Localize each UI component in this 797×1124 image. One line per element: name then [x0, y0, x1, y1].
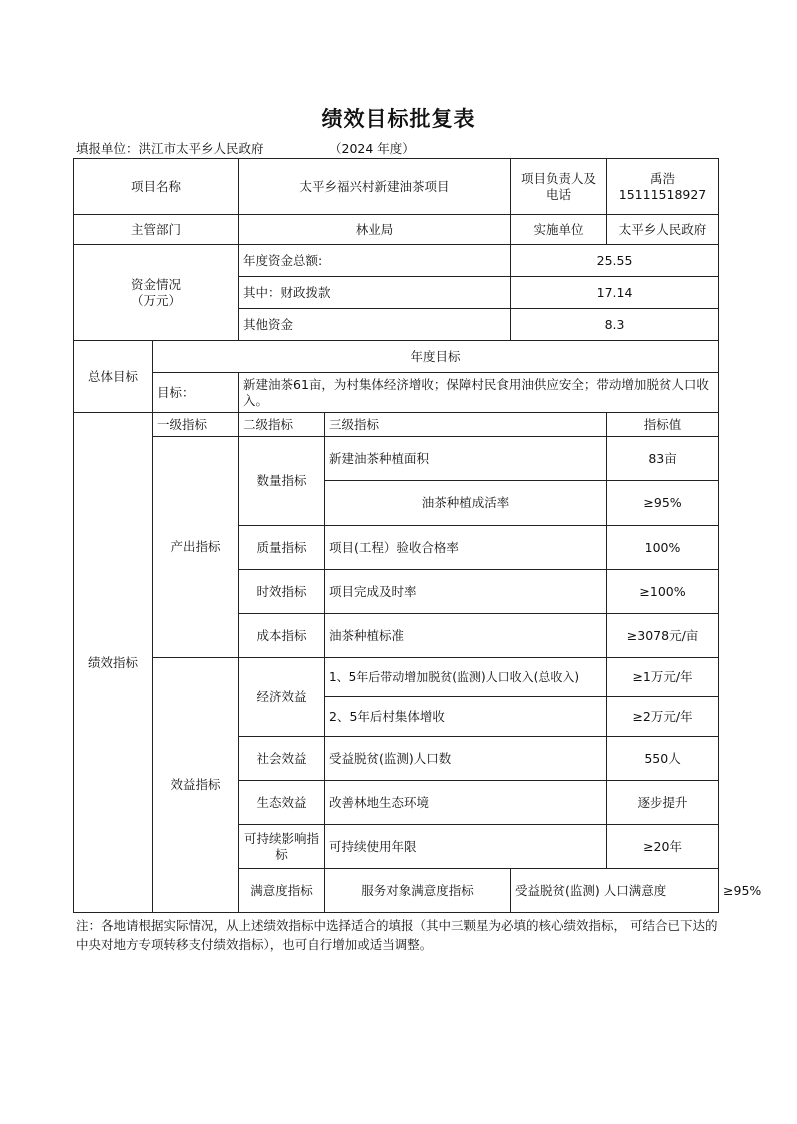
- col-value: 指标值: [607, 413, 719, 437]
- social-indicator-label: 社会效益: [239, 737, 325, 781]
- indicator-name: 项目(工程）验收合格率: [325, 526, 607, 570]
- col-level3: 三级指标: [325, 413, 607, 437]
- form-meta: [76, 139, 415, 157]
- funds-row-value: 25.55: [511, 245, 719, 277]
- indicator-name: 受益脱贫(监测) 人口满意度: [511, 869, 719, 913]
- funds-label-cell: [74, 245, 239, 341]
- indicator-name: 项目完成及时率: [325, 570, 607, 614]
- indicator-name: 2、5年后村集体增收: [325, 697, 607, 737]
- dept-label: 主管部门: [74, 215, 239, 245]
- impl-label: 实施单位: [511, 215, 607, 245]
- project-name-value: 太平乡福兴村新建油茶项目: [239, 159, 511, 215]
- goal-header: 年度目标: [153, 341, 719, 373]
- indicator-value: ≥1万元/年: [607, 658, 719, 697]
- economic-indicator-label: 经济效益: [239, 658, 325, 737]
- indicator-value: ≥3078元/亩: [607, 614, 719, 658]
- indicator-name: 油茶种植成活率: [325, 481, 607, 526]
- funds-row-label: 其他资金: [239, 309, 511, 341]
- funds-row-label: 其中：财政拨款: [239, 277, 511, 309]
- contact-phone: 15111518927: [618, 186, 707, 202]
- indicator-value: ≥95%: [607, 481, 719, 526]
- report-year: （2024 年度）: [329, 141, 415, 156]
- quality-indicator-label: 质量指标: [239, 526, 325, 570]
- contact-label: 项目负责人及电话: [511, 159, 607, 215]
- contact-cell: [607, 159, 719, 215]
- footnote: 注：各地请根据实际情况，从上述绩效指标中选择适合的填报（其中三颗星为必填的核心绩效指标， 可结合已下达的中央对地方专项转移支付绩效指标），也可自行增加或适当调整。: [76, 918, 718, 952]
- indicator-name: 1、5年后带动增加脱贫(监测)人口收入(总收入): [325, 658, 607, 697]
- indicator-value: 83亩: [607, 437, 719, 481]
- sustain-indicator-label: 可持续影响指标: [239, 825, 325, 869]
- benefit-indicator-label: 效益指标: [153, 658, 239, 913]
- col-level2: 二级指标: [239, 413, 325, 437]
- page-title: 绩效目标批复表: [321, 107, 476, 131]
- indicator-value: ≥20年: [607, 825, 719, 869]
- eco-indicator-label: 生态效益: [239, 781, 325, 825]
- quantity-indicator-label: 数量指标: [239, 437, 325, 526]
- output-indicator-label: 产出指标: [153, 437, 239, 658]
- goal-target-text: 新建油茶61亩，为村集体经济增收；保障村民食用油供应安全；带动增加脱贫人口收入。: [239, 373, 719, 413]
- satisfaction-indicator-label: 满意度指标: [239, 869, 325, 913]
- satisfaction-sub-label: 服务对象满意度指标: [325, 869, 511, 913]
- project-name-label: 项目名称: [74, 159, 239, 215]
- indicator-name: 新建油茶种植面积: [325, 437, 607, 481]
- impl-value: 太平乡人民政府: [607, 215, 719, 245]
- cost-indicator-label: 成本指标: [239, 614, 325, 658]
- indicator-value: 550人: [607, 737, 719, 781]
- indicator-value: 逐步提升: [607, 781, 719, 825]
- dept-value: 林业局: [239, 215, 511, 245]
- funds-row-label: 年度资金总额:: [239, 245, 511, 277]
- indicator-value: 100%: [607, 526, 719, 570]
- reporting-unit: 填报单位：洪江市太平乡人民政府: [76, 141, 264, 156]
- time-indicator-label: 时效指标: [239, 570, 325, 614]
- funds-unit: （万元）: [131, 292, 182, 308]
- goal-label: 总体目标: [74, 341, 153, 413]
- goal-target-label: 目标：: [153, 373, 239, 413]
- indicator-value: ≥2万元/年: [607, 697, 719, 737]
- indicator-name: 油茶种植标准: [325, 614, 607, 658]
- indicator-name: 可持续使用年限: [325, 825, 607, 869]
- funds-row-value: 8.3: [511, 309, 719, 341]
- indicators-label: 绩效指标: [74, 413, 153, 913]
- contact-name: 禹浩: [650, 170, 676, 186]
- funds-label: 资金情况: [131, 276, 182, 292]
- indicator-name: 改善林地生态环境: [325, 781, 607, 825]
- indicator-name: 受益脱贫(监测)人口数: [325, 737, 607, 781]
- funds-row-value: 17.14: [511, 277, 719, 309]
- indicator-value: ≥100%: [607, 570, 719, 614]
- col-level1: 一级指标: [153, 413, 239, 437]
- performance-target-table: 项目名称 太平乡福兴村新建油茶项目 项目负责人及电话 禹浩 15111518927 主管部门 林业局 实施单位 太平乡人民政府 资金情况 （万元） 年度资金总额: 25.55 其中：财政拨款 17.14 其他资金 8.3 总体目标 年度目标 目标： 新建油茶61亩，为村集体经济增收；保障村民食用油供应安全；带动增加脱贫人口收入。 绩效指标 一级指标 二级指标 三级指标 指标值 产出指标 数量指标 新建油茶种植面积 83亩 油茶种植成活率 ≥95% 质量指标 项目(工程）验收合格率 100% 时效指标 项目完成及时率 ≥100% 成本指标 油茶种植标准 ≥3078元/亩 效益指标 经济效益 1、5年后带动增加脱贫(监测)人口收入(总收入) ≥1万元/年 2、5年后村集体增收 ≥2万元/年 社会效益 受益脱贫(监测)人口数 550人 生态效益 改善林地生态环境 逐步提升 可持续影响指标 可持续使用年限 ≥20年 满意度指标 服务对象满意度指标 受益脱贫(监测) 人口满意度 ≥95%: [73, 158, 719, 913]
